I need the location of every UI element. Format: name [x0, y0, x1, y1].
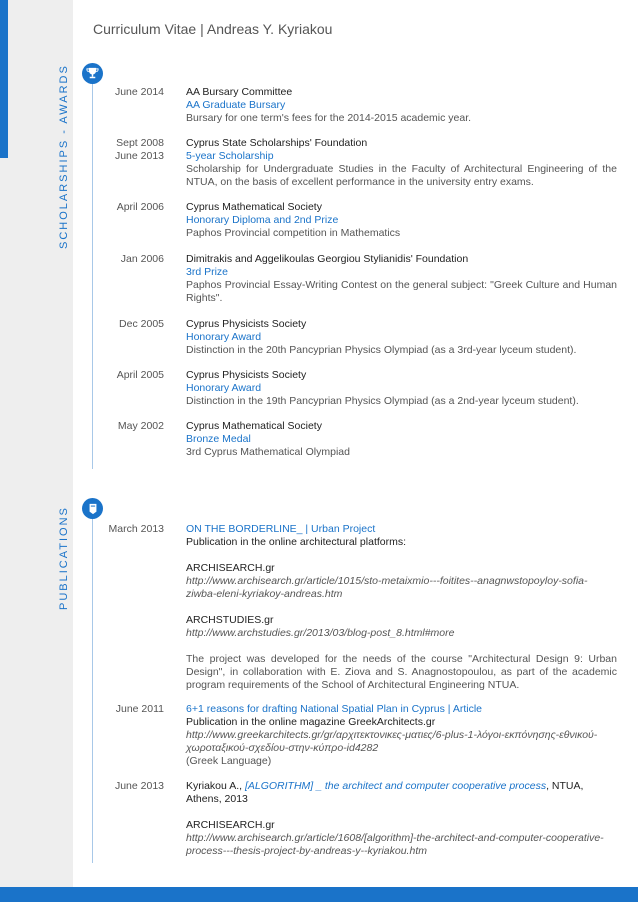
- publication-date: June 2013: [114, 780, 164, 792]
- award-title: Honorary Award: [186, 382, 262, 394]
- publication-site: ARCHISEARCH.gr: [186, 562, 275, 574]
- section-label-scholarships: SCHOLARSHIPS - AWARDS: [58, 64, 70, 249]
- award-organization: AA Bursary Committee: [186, 86, 293, 98]
- publication-title: [ALGORITHM] _ the architect and computer cooperative process: [244, 780, 547, 792]
- award-date-end: June 2013: [114, 150, 164, 162]
- timeline-line-scholarships: [92, 84, 93, 469]
- award-date: Dec 2005: [119, 318, 164, 330]
- award-organization: Cyprus State Scholarships' Foundation: [186, 137, 368, 149]
- award-organization: Cyprus Physicists Society: [186, 369, 307, 381]
- page-title: Curriculum Vitae | Andreas Y. Kyriakou: [93, 21, 333, 37]
- award-description: Paphos Provincial Essay-Writing Contest on the general subject: "Greek Culture and Human Rights".: [186, 279, 617, 304]
- publication-line: Publication in the online architectural platforms:: [186, 536, 407, 548]
- publication-description: The project was developed for the needs of the course "Architectural Design 9: Urban Design", in collaboration with E. Ziova and S. Anagnostopoulou, as part of the academic program requirements of the School of Architectural Engineering NTUA.: [186, 653, 617, 691]
- award-description: Distinction in the 20th Pancyprian Physics Olympiad (as a 3rd-year lyceum student).: [186, 344, 577, 356]
- publication-date: March 2013: [108, 523, 164, 535]
- award-date: May 2002: [117, 420, 164, 432]
- pencil-icon: [82, 498, 103, 519]
- accent-bar-bottom: [0, 887, 638, 902]
- publication-venue: , NTUA, Athens, 2013: [186, 780, 584, 805]
- trophy-icon: [82, 63, 103, 84]
- publication-site: ARCHSTUDIES.gr: [186, 614, 274, 626]
- award-date-start: Sept 2008: [116, 137, 164, 149]
- award-date: April 2005: [116, 369, 164, 381]
- award-organization: Cyprus Mathematical Society: [186, 420, 322, 432]
- publication-line: Publication in the online magazine GreekArchitects.gr: [186, 716, 436, 728]
- publication-link[interactable]: http://www.archisearch.gr/article/1015/sto-metaixmio---foitites--anagnwstopoyloy-sofia-ziwba-eleni-kyriakoy-andreas.htm: [186, 575, 588, 600]
- publication-title: ON THE BORDERLINE_ | Urban Project: [186, 523, 376, 535]
- award-description: Scholarship for Undergraduate Studies in the Faculty of Architectural Engineering of the NTUA, on the basis of excellent performance in the university entry exams.: [186, 163, 617, 188]
- section-label-publications: PUBLICATIONS: [58, 506, 70, 610]
- award-description: Bursary for one term's fees for the 2014-2015 academic year.: [186, 112, 472, 124]
- accent-bar-top: [0, 0, 8, 158]
- publication-title: 6+1 reasons for drafting National Spatial Plan in Cyprus | Article: [186, 703, 483, 715]
- award-date: April 2006: [116, 201, 164, 213]
- publication-site: ARCHISEARCH.gr: [186, 819, 275, 831]
- award-organization: Cyprus Mathematical Society: [186, 201, 322, 213]
- award-date: June 2014: [114, 86, 164, 98]
- publication-date: June 2011: [115, 703, 164, 715]
- award-date: Jan 2006: [120, 253, 164, 265]
- award-description: 3rd Cyprus Mathematical Olympiad: [186, 446, 350, 458]
- award-organization: Cyprus Physicists Society: [186, 318, 307, 330]
- publication-link[interactable]: http://www.greekarchitects.gr/gr/αρχιτεκτονικες-ματιες/6-plus-1-λόγοι-εκπόνησης-εθνικού-χωροταξικού-σχεδίου-στην-κύπρο-id4282: [186, 729, 598, 754]
- publication-language: (Greek Language): [186, 755, 272, 767]
- award-description: Distinction in the 19th Pancyprian Physics Olympiad (as a 2nd-year lyceum student).: [186, 395, 579, 407]
- award-title: AA Graduate Bursary: [186, 99, 286, 111]
- award-organization: Dimitrakis and Aggelikoulas Georgiou Stylianidis' Foundation: [186, 253, 469, 265]
- publication-link[interactable]: http://www.archisearch.gr/article/1608/[algorithm]-the-architect-and-computer-cooperative-process---thesis-project-by-andreas-y--kyriakou.htm: [186, 832, 604, 857]
- publication-link[interactable]: http://www.archstudies.gr/2013/03/blog-post_8.html#more: [186, 627, 455, 639]
- award-title: 5-year Scholarship: [186, 150, 274, 162]
- award-title: Bronze Medal: [186, 433, 251, 445]
- award-description: Paphos Provincial competition in Mathematics: [186, 227, 401, 239]
- timeline-line-publications: [92, 518, 93, 863]
- publication-author: Kyriakou A.,: [186, 780, 245, 792]
- award-title: 3rd Prize: [186, 266, 229, 278]
- award-title: Honorary Diploma and 2nd Prize: [186, 214, 339, 226]
- award-title: Honorary Award: [186, 331, 262, 343]
